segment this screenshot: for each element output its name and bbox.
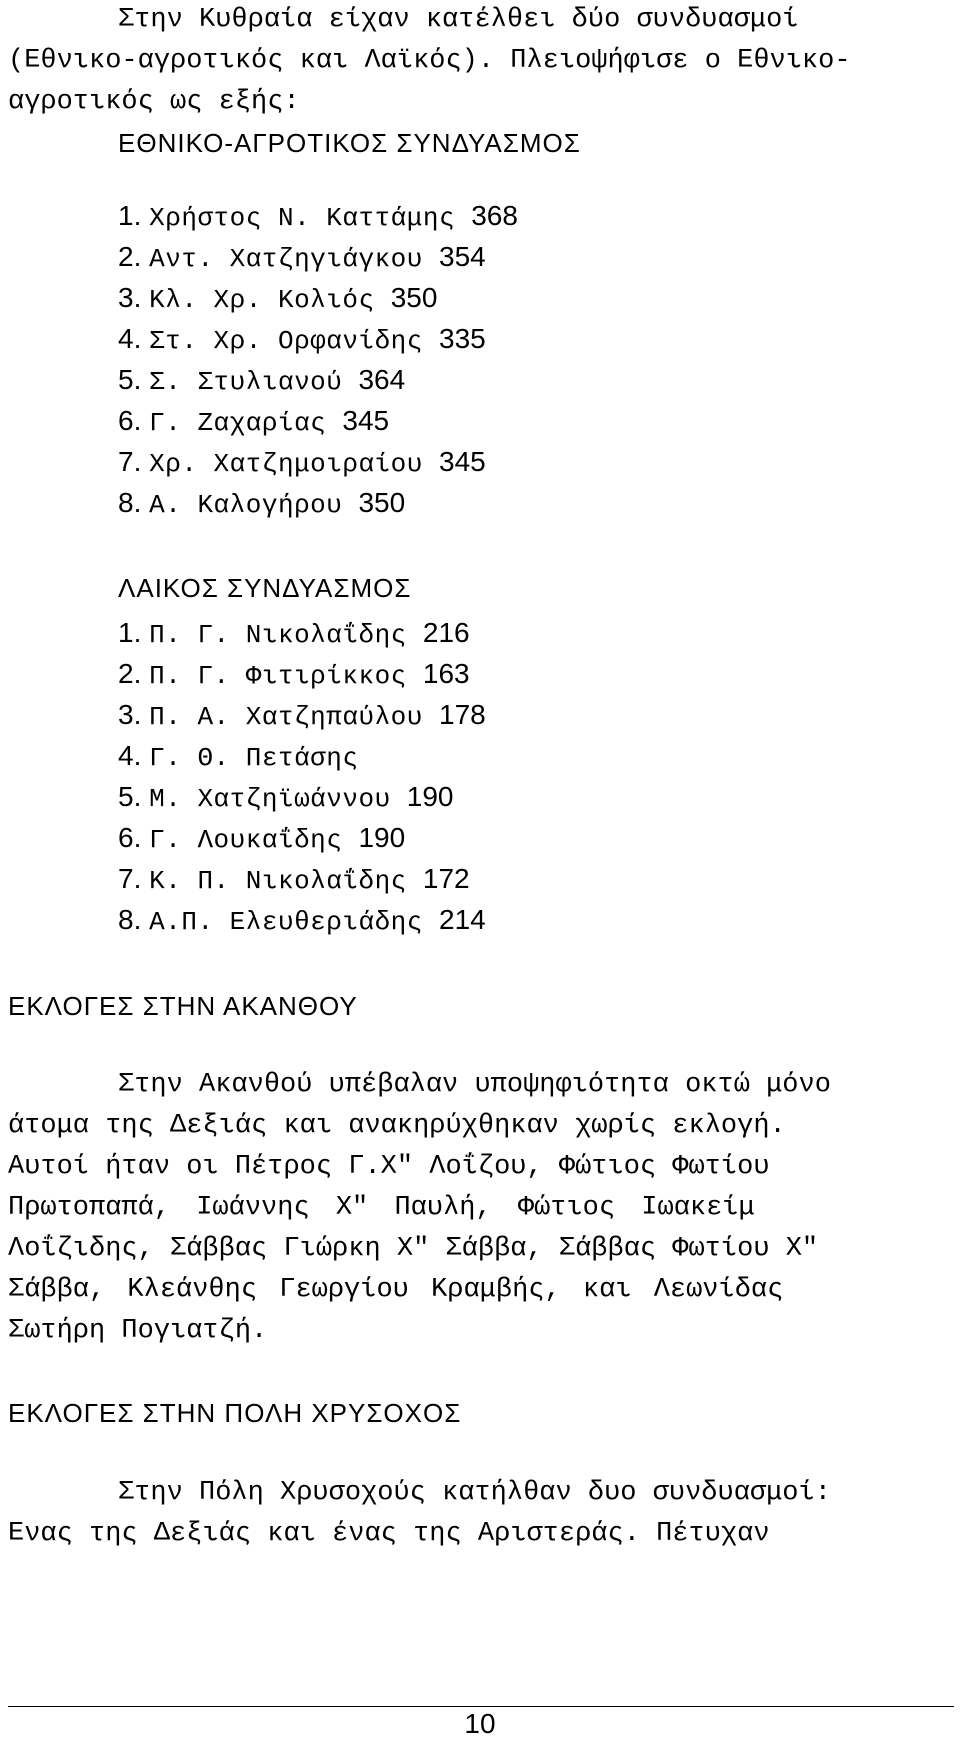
candidate-name: Χρήστος Ν. Καττάμης (149, 203, 472, 233)
akanthou-heading: ΕΚΛΟΓΕΣ ΣΤΗΝ ΑΚΑΝΘΟΥ (8, 991, 358, 1021)
list-item (118, 487, 405, 528)
candidate-name: Π. Α. Χατζηπαύλου (149, 702, 439, 732)
candidate-number: 4. (118, 740, 150, 771)
candidate-number: 5. (118, 364, 150, 395)
candidate-votes: 350 (358, 487, 406, 518)
intro-line-1: Στην Κυθραία είχαν κατέλθει δύο συνδυασμοί (118, 5, 799, 35)
list-item (118, 699, 486, 740)
candidate-number: 6. (118, 822, 150, 853)
candidate-number: 1. (118, 200, 150, 231)
candidate-name: Κ. Π. Νικολαΐδης (149, 866, 423, 896)
list-item (118, 323, 486, 364)
popular-heading: ΛΑΙΚΟΣ ΣΥΝΔΥΑΣΜΟΣ (118, 573, 412, 603)
candidate-name: Α. Καλογήρου (149, 490, 359, 520)
candidate-votes: 335 (439, 323, 486, 354)
candidate-name: Π. Γ. Νικολαΐδης (149, 620, 423, 650)
akanthou-line-6: Σάββα, Κλεάνθης Γεωργίου Κραμβής, και Λεωνίδας (8, 1275, 784, 1305)
akanthou-line-4: Πρωτοπαπά, Ιωάννης Χ" Παυλή, Φώτιος Ιωακείμ (8, 1193, 755, 1223)
candidate-name: Σ. Στυλιανού (149, 367, 359, 397)
candidate-votes: 216 (422, 617, 470, 648)
candidate-name: Γ. Θ. Πετάσης (149, 743, 359, 773)
candidate-name: Γ. Ζαχαρίας (149, 408, 343, 438)
candidate-votes: 172 (422, 863, 470, 894)
list-item (118, 405, 389, 446)
page-number: 10 (464, 1708, 496, 1739)
candidate-votes: 345 (342, 405, 390, 436)
intro-line-3: αγροτικός ως εξής: (8, 87, 300, 117)
candidate-name: Π. Γ. Φιτιρίκκος (149, 661, 423, 691)
akanthou-line-2: άτομα της Δεξιάς και ανακηρύχθηκαν χωρίς εκλογή. (8, 1111, 786, 1141)
list-item (118, 282, 437, 323)
list-item (118, 904, 486, 945)
list-item (118, 822, 405, 863)
candidate-votes: 354 (439, 241, 486, 272)
list-item (118, 863, 470, 904)
akanthou-line-1: Στην Ακανθού υπέβαλαν υποψηφιότητα οκτώ μόνο (118, 1070, 831, 1100)
candidate-number: 6. (118, 405, 150, 436)
candidate-votes: 190 (406, 781, 454, 812)
candidate-number: 1. (118, 617, 150, 648)
list-item (118, 200, 518, 241)
candidate-name: Αντ. Χατζηγιάγκου (149, 244, 439, 274)
list-item (118, 241, 486, 282)
list-item (118, 658, 470, 699)
candidate-number: 8. (118, 487, 150, 518)
list-item (118, 740, 358, 781)
chrysochous-line-1: Στην Πόλη Χρυσοχούς κατήλθαν δυο συνδυασμοί: (118, 1478, 831, 1508)
list-item (118, 781, 454, 822)
candidate-name: Κλ. Χρ. Κολιός (149, 285, 391, 315)
candidate-number: 3. (118, 282, 150, 313)
candidate-name: Γ. Λουκαΐδης (149, 825, 359, 855)
list-item (118, 364, 405, 405)
akanthou-line-5: Λοΐζιδης, Σάββας Γιώρκη Χ" Σάββα, Σάββας Φωτίου Χ" (8, 1234, 819, 1264)
candidate-votes: 364 (358, 364, 406, 395)
candidate-number: 3. (118, 699, 150, 730)
candidate-number: 2. (118, 658, 150, 689)
candidate-votes: 214 (439, 904, 486, 935)
candidate-name: Α.Π. Ελευθεριάδης (149, 907, 439, 937)
national-agrarian-heading: ΕΘΝΙΚΟ-ΑΓΡΟΤΙΚΟΣ ΣΥΝΔΥΑΣΜΟΣ (118, 128, 581, 158)
list-item (118, 617, 470, 658)
akanthou-line-7: Σωτήρη Πογιατζή. (8, 1316, 268, 1346)
candidate-name: Χρ. Χατζημοιραίου (149, 449, 439, 479)
candidate-number: 8. (118, 904, 150, 935)
akanthou-line-3: Αυτοί ήταν οι Πέτρος Γ.Χ" Λοΐζου, Φώτιος Φωτίου (8, 1152, 770, 1182)
intro-line-2: (Εθνικο-αγροτικός και Λαϊκός). Πλειοψήφισε ο Εθνικο- (8, 46, 851, 76)
candidate-number: 7. (118, 446, 150, 477)
candidate-number: 2. (118, 241, 150, 272)
candidate-votes: 178 (439, 699, 486, 730)
candidate-name: Μ. Χατζηϊωάννου (149, 784, 407, 814)
candidate-votes: 190 (358, 822, 406, 853)
candidate-votes: 368 (471, 200, 518, 231)
chrysochous-heading: ΕΚΛΟΓΕΣ ΣΤΗΝ ΠΟΛΗ ΧΡΥΣΟΧΟΣ (8, 1398, 462, 1428)
candidate-votes: 350 (390, 282, 438, 313)
list-item (118, 446, 486, 487)
chrysochous-line-2: Ενας της Δεξιάς και ένας της Αριστεράς. Πέτυχαν (8, 1519, 770, 1549)
candidate-number: 5. (118, 781, 150, 812)
candidate-votes: 345 (439, 446, 486, 477)
candidate-votes: 163 (422, 658, 470, 689)
candidate-number: 7. (118, 863, 150, 894)
candidate-number: 4. (118, 323, 150, 354)
candidate-name: Στ. Χρ. Ορφανίδης (149, 326, 439, 356)
